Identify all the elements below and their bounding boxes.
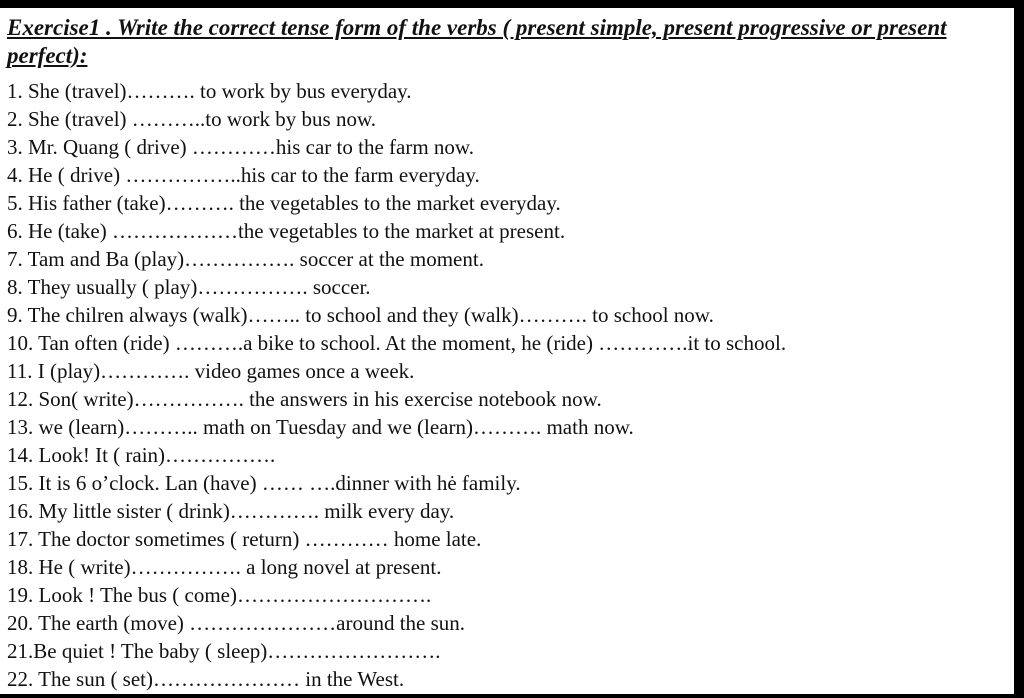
exercise-item: 14. Look! It ( rain)…………….	[7, 443, 276, 467]
page-border-right	[1014, 8, 1024, 698]
exercise-item: 20. The earth (move) …………………around the sun.	[7, 611, 466, 635]
exercise-item: 13. we (learn)……….. math on Tuesday and we (learn)………. math now.	[7, 415, 634, 439]
exercise-item: 18. He ( write)……………. a long novel at present.	[7, 555, 442, 579]
exercise-item: 17. The doctor sometimes ( return) ………… home late.	[7, 527, 482, 551]
exercise-item: 6. He (take) ………………the vegetables to the market at present.	[7, 219, 566, 243]
exercise-item: 21.Be quiet ! The baby ( sleep)…………………….	[7, 639, 441, 663]
exercise-item: 10. Tan often (ride) ……….a bike to school. At the moment, he (ride) ………….it to school.	[7, 331, 787, 355]
exercise-item: 4. He ( drive) ……………..his car to the farm everyday.	[7, 163, 480, 187]
exercise-item: 8. They usually ( play)……………. soccer.	[7, 275, 371, 299]
exercise-item: 1. She (travel)………. to work by bus everyday.	[7, 79, 412, 103]
exercise-list	[7, 77, 1007, 693]
exercise-item: 5. His father (take)………. the vegetables to the market everyday.	[7, 191, 561, 215]
exercise-item: 11. I (play)…………. video games once a week.	[7, 359, 415, 383]
exercise-item: 7. Tam and Ba (play)……………. soccer at the moment.	[7, 247, 484, 271]
exercise-item: 9. The chilren always (walk)…….. to school and they (walk)………. to school now.	[7, 303, 714, 327]
exercise-heading: Exercise1 . Write the correct tense form of the verbs ( present simple, present progressive or present perfect):	[7, 15, 947, 68]
exercise-item: 22. The sun ( set)………………… in the West.	[7, 667, 405, 691]
exercise-item: 15. It is 6 o’clock. Lan (have) …… ….dinner with hė family.	[7, 471, 521, 495]
exercise-item: 16. My little sister ( drink)…………. milk every day.	[7, 499, 455, 523]
exercise-item: 3. Mr. Quang ( drive) …………his car to the farm now.	[7, 135, 474, 159]
exercise-item: 12. Son( write)……………. the answers in his exercise notebook now.	[7, 387, 602, 411]
worksheet-page	[0, 8, 1014, 698]
page-border-bottom	[0, 694, 1014, 698]
exercise-item: 2. She (travel) ………..to work by bus now.	[7, 107, 377, 131]
exercise-item: 19. Look ! The bus ( come)……………………….	[7, 583, 432, 607]
